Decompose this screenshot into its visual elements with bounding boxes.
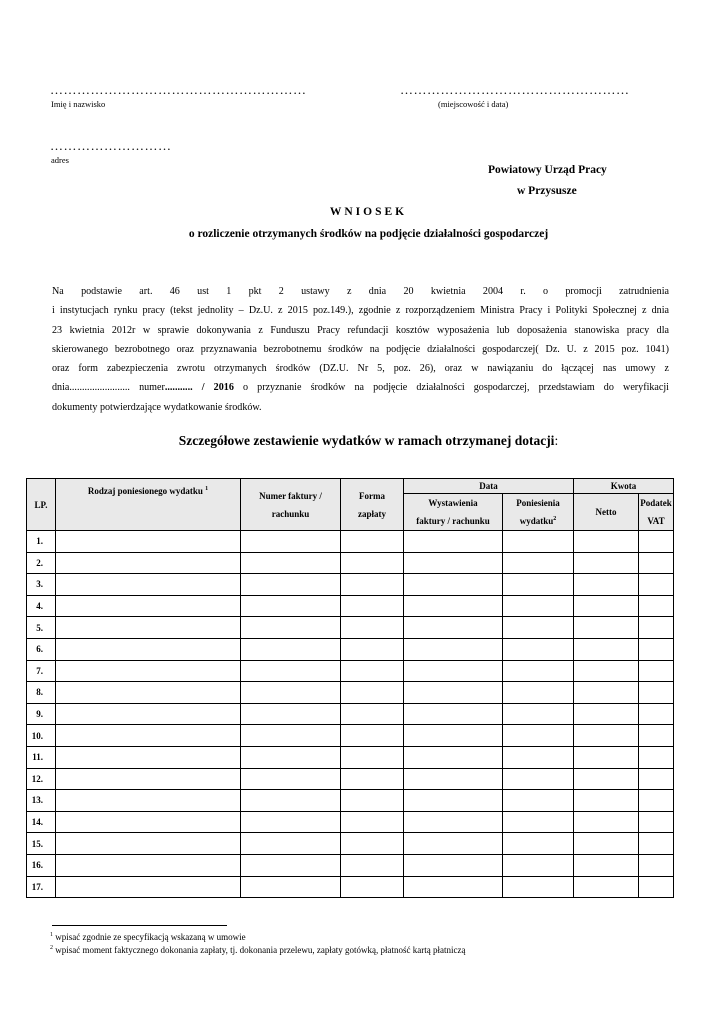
issue-date-cell[interactable] bbox=[404, 552, 503, 574]
row-number: 15. bbox=[27, 833, 56, 855]
header-payment-form-line1: Forma bbox=[359, 490, 385, 501]
header-issue-date-line1: Wystawienia bbox=[428, 498, 478, 508]
issue-date-cell[interactable] bbox=[404, 725, 503, 747]
header-issue-date bbox=[404, 494, 503, 531]
table-row bbox=[27, 617, 674, 639]
expense-type-cell[interactable] bbox=[56, 768, 241, 790]
incurred-date-cell[interactable] bbox=[503, 617, 574, 639]
table-row bbox=[27, 638, 674, 660]
body-paragraph bbox=[52, 282, 669, 417]
row-number: 5. bbox=[27, 617, 56, 639]
issue-date-cell[interactable] bbox=[404, 876, 503, 898]
body-line bbox=[52, 378, 669, 397]
net-amount-cell[interactable] bbox=[574, 638, 639, 660]
invoice-number-cell[interactable] bbox=[241, 854, 341, 876]
payment-form-cell[interactable] bbox=[341, 703, 404, 725]
body-line: 23 kwietnia 2012r w sprawie dokonywania z Funduszu Pracy refundacji kosztów wyposażenia lub doposażenia stanowiska pracy dla bbox=[52, 324, 669, 336]
section-heading-text: Szczegółowe zestawienie wydatków w ramach otrzymanej dotacji bbox=[178, 433, 555, 448]
net-amount-cell[interactable] bbox=[574, 574, 639, 596]
row-number: 12. bbox=[27, 768, 56, 790]
row-number: 2. bbox=[27, 552, 56, 574]
place-date-label: (miejscowość i data) bbox=[438, 99, 509, 109]
row-number: 10. bbox=[27, 725, 56, 747]
header-date: Data bbox=[404, 479, 574, 494]
issue-date-cell[interactable] bbox=[404, 660, 503, 682]
net-amount-cell[interactable] bbox=[574, 703, 639, 725]
table-row bbox=[27, 552, 674, 574]
footnote-ref: 2 bbox=[553, 516, 557, 522]
invoice-number-cell[interactable] bbox=[241, 876, 341, 898]
section-heading-colon: : bbox=[554, 433, 559, 448]
header-payment-form-line2: zapłaty bbox=[358, 508, 386, 519]
payment-form-cell[interactable] bbox=[341, 833, 404, 855]
vat-amount-cell[interactable] bbox=[639, 595, 674, 617]
incurred-date-cell[interactable] bbox=[503, 811, 574, 833]
incurred-date-cell[interactable] bbox=[503, 725, 574, 747]
header-vat-line1: Podatek bbox=[640, 498, 672, 508]
header-net: Netto bbox=[574, 494, 639, 531]
place-date-dotted-line: …………………………………………… bbox=[400, 82, 630, 97]
invoice-number-cell[interactable] bbox=[241, 703, 341, 725]
net-amount-cell[interactable] bbox=[574, 682, 639, 704]
body-line: oraz form zabezpieczenia zwrotu otrzymanych środków (DZ.U. Nr 5, poz. 26), oraz w nawiązaniu do łączącej nas umowy z bbox=[52, 363, 669, 375]
invoice-number-cell[interactable] bbox=[241, 531, 341, 553]
footnote-1 bbox=[50, 932, 246, 942]
expenses-table bbox=[26, 478, 674, 898]
header-vat bbox=[639, 494, 674, 531]
body-line-end: o przyznanie środków na podjęcie działalności gospodarczej, przedstawiam do weryfikacji bbox=[243, 382, 669, 394]
header-invoice-number-line2: rachunku bbox=[271, 508, 310, 519]
row-number: 13. bbox=[27, 790, 56, 812]
row-number: 17. bbox=[27, 876, 56, 898]
header-incurred-date-line1: Poniesienia bbox=[516, 498, 560, 508]
expense-type-cell[interactable] bbox=[56, 531, 241, 553]
payment-form-cell[interactable] bbox=[341, 876, 404, 898]
incurred-date-cell[interactable] bbox=[503, 768, 574, 790]
expense-type-cell[interactable] bbox=[56, 725, 241, 747]
header-invoice-number-line1: Numer faktury / bbox=[259, 490, 322, 501]
vat-amount-cell[interactable] bbox=[639, 746, 674, 768]
body-line-start: dnia........................ numer bbox=[52, 382, 165, 394]
row-number: 4. bbox=[27, 595, 56, 617]
body-line: dokumenty potwierdzające wydatkowanie środków. bbox=[52, 401, 262, 413]
net-amount-cell[interactable] bbox=[574, 746, 639, 768]
document-subtitle: o rozliczenie otrzymanych środków na podjęcie działalności gospodarczej bbox=[188, 228, 549, 240]
vat-amount-cell[interactable] bbox=[639, 790, 674, 812]
vat-amount-cell[interactable] bbox=[639, 574, 674, 596]
net-amount-cell[interactable] bbox=[574, 790, 639, 812]
incurred-date-cell[interactable] bbox=[503, 876, 574, 898]
expense-type-cell[interactable] bbox=[56, 790, 241, 812]
incurred-date-cell[interactable] bbox=[503, 595, 574, 617]
expense-type-cell[interactable] bbox=[56, 660, 241, 682]
row-number: 16. bbox=[27, 854, 56, 876]
row-number: 6. bbox=[27, 638, 56, 660]
table-row bbox=[27, 595, 674, 617]
footnote-2 bbox=[50, 945, 466, 955]
issue-date-cell[interactable] bbox=[404, 595, 503, 617]
expense-type-cell[interactable] bbox=[56, 833, 241, 855]
incurred-date-cell[interactable] bbox=[503, 531, 574, 553]
incurred-date-cell[interactable] bbox=[503, 854, 574, 876]
footnote-ref: 1 bbox=[205, 486, 209, 492]
incurred-date-cell[interactable] bbox=[503, 746, 574, 768]
header-payment-form bbox=[341, 479, 404, 531]
net-amount-cell[interactable] bbox=[574, 595, 639, 617]
agreement-year: / 2016 bbox=[201, 382, 234, 394]
invoice-number-cell[interactable] bbox=[241, 552, 341, 574]
payment-form-cell[interactable] bbox=[341, 682, 404, 704]
incurred-date-cell[interactable] bbox=[503, 833, 574, 855]
vat-amount-cell[interactable] bbox=[639, 833, 674, 855]
invoice-number-cell[interactable] bbox=[241, 617, 341, 639]
net-amount-cell[interactable] bbox=[574, 617, 639, 639]
invoice-number-cell[interactable] bbox=[241, 638, 341, 660]
vat-amount-cell[interactable] bbox=[639, 768, 674, 790]
header-incurred-date bbox=[503, 494, 574, 531]
incurred-date-cell[interactable] bbox=[503, 574, 574, 596]
office-name: Powiatowy Urząd Pracy bbox=[488, 164, 607, 176]
expense-type-cell[interactable] bbox=[56, 595, 241, 617]
invoice-number-cell[interactable] bbox=[241, 725, 341, 747]
header-amount: Kwota bbox=[574, 479, 674, 494]
incurred-date-cell[interactable] bbox=[503, 682, 574, 704]
header-invoice-number bbox=[241, 479, 341, 531]
body-line: skierowanego bezrobotnego oraz przyznawania bezrobotnemu środków na podjęcie działalności gospodarczej( Dz. U. z 2015 poz. 1041) bbox=[52, 343, 669, 355]
invoice-number-cell[interactable] bbox=[241, 660, 341, 682]
payment-form-cell[interactable] bbox=[341, 790, 404, 812]
net-amount-cell[interactable] bbox=[574, 768, 639, 790]
row-number: 8. bbox=[27, 682, 56, 704]
table-row bbox=[27, 660, 674, 682]
footnote-divider bbox=[52, 925, 227, 926]
expense-type-cell[interactable] bbox=[56, 638, 241, 660]
footnote-number: 2 bbox=[50, 945, 53, 951]
payment-form-cell[interactable] bbox=[341, 811, 404, 833]
payment-form-cell[interactable] bbox=[341, 638, 404, 660]
invoice-number-cell[interactable] bbox=[241, 746, 341, 768]
payment-form-cell[interactable] bbox=[341, 531, 404, 553]
table-row bbox=[27, 531, 674, 553]
payment-form-cell[interactable] bbox=[341, 660, 404, 682]
incurred-date-cell[interactable] bbox=[503, 660, 574, 682]
payment-form-cell[interactable] bbox=[341, 617, 404, 639]
payment-form-cell[interactable] bbox=[341, 574, 404, 596]
row-number: 7. bbox=[27, 660, 56, 682]
table-row bbox=[27, 574, 674, 596]
vat-amount-cell[interactable] bbox=[639, 682, 674, 704]
invoice-number-cell[interactable] bbox=[241, 682, 341, 704]
net-amount-cell[interactable] bbox=[574, 552, 639, 574]
footnote-text: wpisać zgodnie ze specyfikacją wskazaną w umowie bbox=[53, 932, 246, 942]
row-number: 9. bbox=[27, 703, 56, 725]
agreement-number-dots: ........... bbox=[164, 382, 193, 394]
net-amount-cell[interactable] bbox=[574, 811, 639, 833]
body-line: i instytucjach rynku pracy (tekst jednolity – Dz.U. z 2015 poz.149.), zgodnie z rozporządzeniem Ministra Pracy i Polityki Społecznej z dnia bbox=[52, 305, 669, 317]
issue-date-cell[interactable] bbox=[404, 574, 503, 596]
expense-type-cell[interactable] bbox=[56, 682, 241, 704]
table-row bbox=[27, 790, 674, 812]
table-row bbox=[27, 876, 674, 898]
invoice-number-cell[interactable] bbox=[241, 595, 341, 617]
incurred-date-cell[interactable] bbox=[503, 638, 574, 660]
header-incurred-date-line2: wydatku bbox=[519, 516, 554, 526]
invoice-number-cell[interactable] bbox=[241, 790, 341, 812]
address-label: adres bbox=[51, 155, 69, 165]
header-vat-line2: VAT bbox=[647, 516, 665, 526]
expense-type-cell[interactable] bbox=[56, 854, 241, 876]
expense-type-cell[interactable] bbox=[56, 876, 241, 898]
issue-date-cell[interactable] bbox=[404, 811, 503, 833]
row-number: 14. bbox=[27, 811, 56, 833]
invoice-number-cell[interactable] bbox=[241, 811, 341, 833]
vat-amount-cell[interactable] bbox=[639, 854, 674, 876]
table-row bbox=[27, 725, 674, 747]
issue-date-cell[interactable] bbox=[404, 854, 503, 876]
header-issue-date-line2: faktury / rachunku bbox=[416, 516, 490, 526]
table-row bbox=[27, 833, 674, 855]
table-row bbox=[27, 682, 674, 704]
invoice-number-cell[interactable] bbox=[241, 574, 341, 596]
payment-form-cell[interactable] bbox=[341, 854, 404, 876]
issue-date-cell[interactable] bbox=[404, 638, 503, 660]
header-expense-type-text: Rodzaj poniesionego wydatku bbox=[87, 486, 203, 496]
incurred-date-cell[interactable] bbox=[503, 552, 574, 574]
vat-amount-cell[interactable] bbox=[639, 725, 674, 747]
row-number: 1. bbox=[27, 531, 56, 553]
row-number: 3. bbox=[27, 574, 56, 596]
invoice-number-cell[interactable] bbox=[241, 768, 341, 790]
net-amount-cell[interactable] bbox=[574, 833, 639, 855]
vat-amount-cell[interactable] bbox=[639, 531, 674, 553]
issue-date-cell[interactable] bbox=[404, 682, 503, 704]
expense-type-cell[interactable] bbox=[56, 703, 241, 725]
issue-date-cell[interactable] bbox=[404, 746, 503, 768]
section-heading bbox=[0, 433, 725, 449]
incurred-date-cell[interactable] bbox=[503, 790, 574, 812]
expense-type-cell[interactable] bbox=[56, 574, 241, 596]
header-lp: LP. bbox=[27, 479, 56, 531]
name-dotted-line: ………………………………………………… bbox=[50, 82, 307, 97]
invoice-number-cell[interactable] bbox=[241, 833, 341, 855]
vat-amount-cell[interactable] bbox=[639, 811, 674, 833]
vat-amount-cell[interactable] bbox=[639, 876, 674, 898]
net-amount-cell[interactable] bbox=[574, 660, 639, 682]
payment-form-cell[interactable] bbox=[341, 746, 404, 768]
payment-form-cell[interactable] bbox=[341, 768, 404, 790]
document-title: WNIOSEK bbox=[329, 206, 408, 218]
body-line: Na podstawie art. 46 ust 1 pkt 2 ustawy z dnia 20 kwietnia 2004 r. o promocji zatrudnienia bbox=[52, 286, 669, 297]
net-amount-cell[interactable] bbox=[574, 854, 639, 876]
expense-type-cell[interactable] bbox=[56, 746, 241, 768]
issue-date-cell[interactable] bbox=[404, 703, 503, 725]
payment-form-cell[interactable] bbox=[341, 552, 404, 574]
address-dotted-line: ……………………… bbox=[50, 138, 172, 153]
vat-amount-cell[interactable] bbox=[639, 660, 674, 682]
expense-type-cell[interactable] bbox=[56, 811, 241, 833]
row-number: 11. bbox=[27, 746, 56, 768]
vat-amount-cell[interactable] bbox=[639, 617, 674, 639]
table-row bbox=[27, 768, 674, 790]
vat-amount-cell[interactable] bbox=[639, 552, 674, 574]
table-row bbox=[27, 746, 674, 768]
net-amount-cell[interactable] bbox=[574, 725, 639, 747]
incurred-date-cell[interactable] bbox=[503, 703, 574, 725]
issue-date-cell[interactable] bbox=[404, 833, 503, 855]
table-row bbox=[27, 811, 674, 833]
expense-type-cell[interactable] bbox=[56, 552, 241, 574]
issue-date-cell[interactable] bbox=[404, 531, 503, 553]
payment-form-cell[interactable] bbox=[341, 595, 404, 617]
name-label: Imię i nazwisko bbox=[51, 99, 106, 109]
footnote-number: 1 bbox=[50, 932, 53, 938]
net-amount-cell[interactable] bbox=[574, 876, 639, 898]
net-amount-cell[interactable] bbox=[574, 531, 639, 553]
office-city: w Przysusze bbox=[517, 185, 577, 197]
table-row bbox=[27, 854, 674, 876]
expense-type-cell[interactable] bbox=[56, 617, 241, 639]
table-row bbox=[27, 703, 674, 725]
vat-amount-cell[interactable] bbox=[639, 638, 674, 660]
issue-date-cell[interactable] bbox=[404, 617, 503, 639]
header-expense-type bbox=[56, 479, 241, 531]
payment-form-cell[interactable] bbox=[341, 725, 404, 747]
issue-date-cell[interactable] bbox=[404, 790, 503, 812]
issue-date-cell[interactable] bbox=[404, 768, 503, 790]
footnote-text: wpisać moment faktycznego dokonania zapłaty, tj. dokonania przelewu, zapłaty gotówką, płatność kartą płatniczą bbox=[53, 945, 466, 955]
vat-amount-cell[interactable] bbox=[639, 703, 674, 725]
